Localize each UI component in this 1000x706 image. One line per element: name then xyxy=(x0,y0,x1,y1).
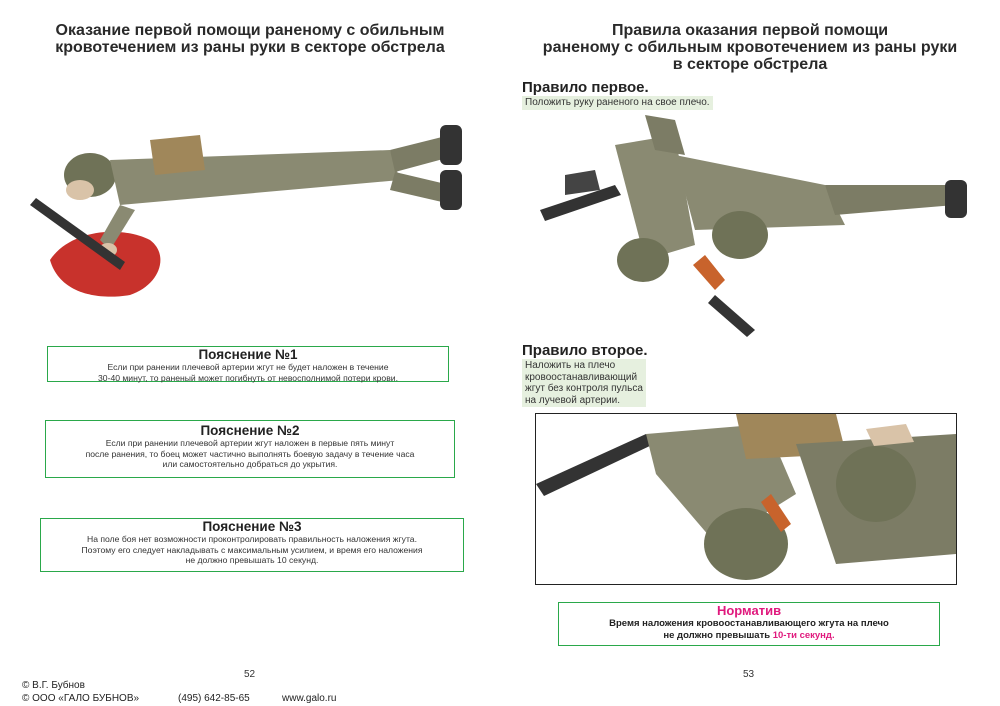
left-page-title xyxy=(40,22,460,56)
title-line: Правила оказания первой помощи xyxy=(611,22,889,39)
footer-phone: (495) 642-85-65 xyxy=(178,693,250,704)
title-line: в секторе обстрела xyxy=(672,56,828,73)
norm-text: не должно превышать 10-ти секунд. xyxy=(663,630,835,641)
title-line: кровотечением из раны руки в секторе обстрела xyxy=(55,39,445,56)
rule-heading: Правило второе. xyxy=(522,342,648,359)
rule-text xyxy=(522,359,646,407)
title-line: Оказание первой помощи раненому с обильным xyxy=(55,22,445,39)
note-heading: Пояснение №3 xyxy=(202,519,302,534)
tourniquet-closeup-illustration xyxy=(536,414,956,584)
rule-text-line: жгут без контроля пульса xyxy=(525,383,643,394)
note-text: На поле боя нет возможности проконтролировать правильность наложения жгута. xyxy=(87,534,417,544)
wounded-soldier-lying-illustration xyxy=(30,110,470,310)
rule-heading: Правило первое. xyxy=(522,79,649,96)
note-text: не должно превышать 10 секунд. xyxy=(185,555,319,565)
note-text: Если при ранении плечевой артерии жгут не будет наложен в течение xyxy=(107,362,389,372)
note-box xyxy=(47,346,449,382)
note-text: Если при ранении плечевой артерии жгут наложен в первые пять минут xyxy=(105,438,395,448)
note-text: после ранения, то боец может частично выполнять боевую задачу в течение часа xyxy=(85,448,415,459)
note-heading: Пояснение №1 xyxy=(198,347,298,362)
note-box xyxy=(40,518,464,572)
right-page-title xyxy=(530,22,970,73)
rule-text-line: кровоостанавливающий xyxy=(525,371,638,383)
footer-company: © ООО «ГАЛО БУБНОВ» xyxy=(22,693,140,704)
soldier-lifting-arm-illustration xyxy=(525,115,975,325)
norm-text: Время наложения кровоостанавливающего жгута на плечо xyxy=(609,618,889,629)
note-box xyxy=(45,420,455,478)
note-text: или самостоятельно добраться до укрытия. xyxy=(162,459,338,469)
norm-highlight: 10-ти секунд. xyxy=(772,630,835,641)
tourniquet-illustration-frame xyxy=(535,413,957,585)
note-text: 30-40 минут, то раненый может погибнуть от невосполнимой потери крови. xyxy=(98,372,398,383)
rule-two xyxy=(522,343,682,408)
page-number: 52 xyxy=(244,669,256,680)
note-heading: Пояснение №2 xyxy=(200,423,300,438)
rule-text: Положить руку раненого на свое плечо. xyxy=(522,96,713,110)
norm-heading: Норматив xyxy=(716,603,782,618)
page-number: 53 xyxy=(743,669,755,680)
rule-text-line: на лучевой артерии. xyxy=(525,394,621,406)
note-text: Поэтому его следует накладывать с максимальным усилием, и время его наложения xyxy=(81,544,423,555)
title-line: раненому с обильным кровотечением из раны руки xyxy=(542,39,958,56)
rule-text-line: Наложить на плечо xyxy=(525,360,616,371)
footer-author: © В.Г. Бубнов xyxy=(22,680,85,691)
norm-box xyxy=(558,602,940,646)
rule-one xyxy=(522,80,713,110)
footer-site[interactable]: www.galo.ru xyxy=(282,693,337,704)
